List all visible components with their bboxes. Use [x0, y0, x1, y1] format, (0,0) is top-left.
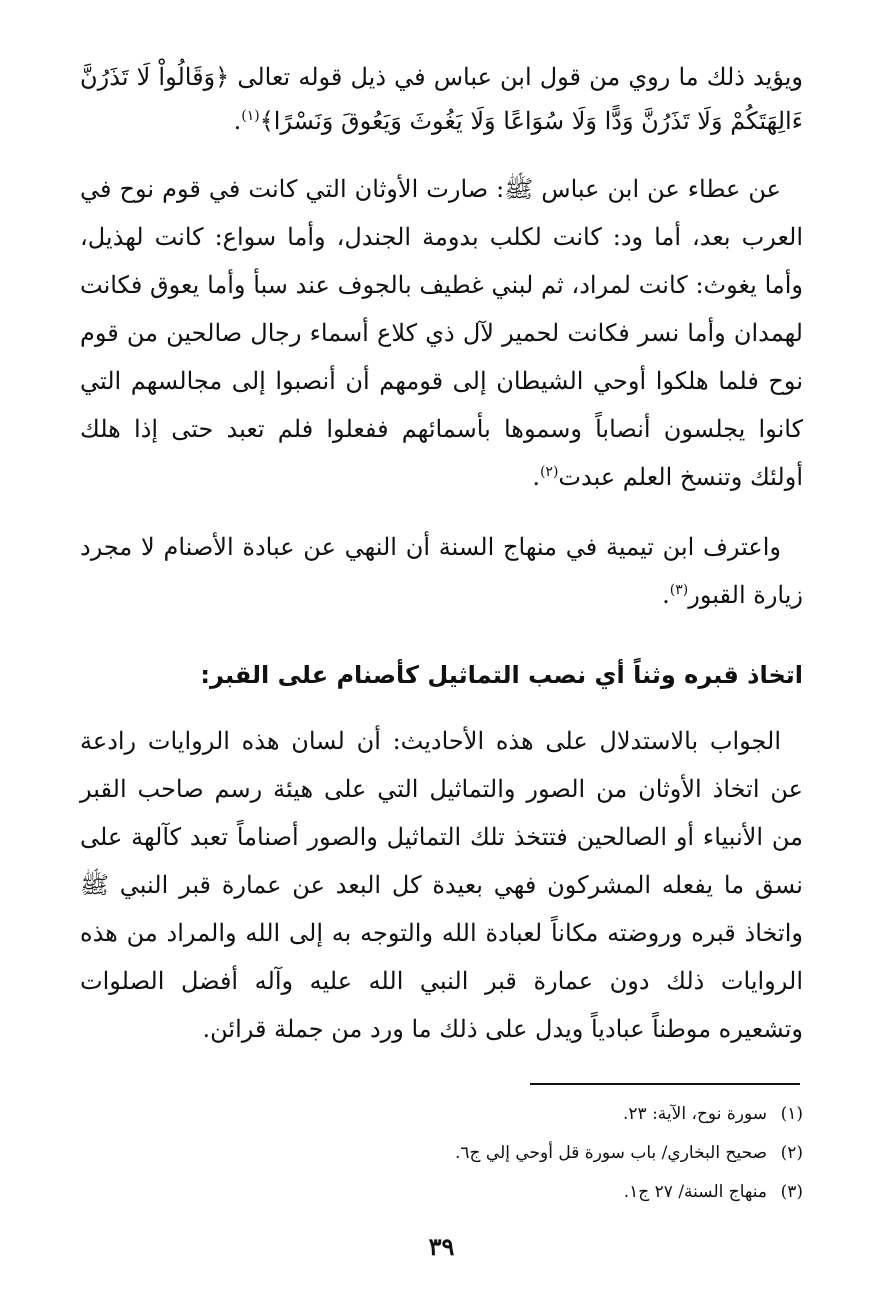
- paragraph-quran-quote: [80, 55, 803, 143]
- paragraph-text: ويؤيد ذلك ما روي من قول ابن عباس في ذيل قوله تعالى: [229, 63, 803, 91]
- footnote-item: [80, 1095, 803, 1134]
- paragraph-answer: [80, 717, 803, 1053]
- paragraph-text: واعترف ابن تيمية في منهاج السنة أن النهي عن عبادة الأصنام لا مجرد زيارة القبور: [80, 533, 803, 609]
- footnote-item: [80, 1173, 803, 1212]
- footnote-number: (٣): [780, 1182, 803, 1202]
- footnote-text: سورة نوح، الآية: ٢٣.: [623, 1104, 767, 1124]
- section-heading: اتخاذ قبره وثناً أي نصب التماثيل كأصنام على القبر:: [200, 661, 803, 689]
- footnote-number: (٢): [780, 1143, 803, 1163]
- paragraph-end: .: [662, 581, 670, 609]
- footnotes-list: [80, 1095, 803, 1212]
- page-number: ٣٩: [428, 1232, 455, 1261]
- footnote-ref-1: (١): [241, 108, 260, 124]
- footnote-number: (١): [780, 1104, 803, 1124]
- paragraph-end: .: [532, 463, 540, 491]
- footnote-text: صحيح البخاري/ باب سورة قل أوحي إلي ج٦.: [454, 1143, 767, 1163]
- page-body: [80, 55, 803, 1053]
- footnote-divider: [530, 1083, 800, 1085]
- footnote-item: [80, 1134, 803, 1173]
- paragraph-ibn-taymiyya: [80, 523, 803, 619]
- footnote-ref-2: (٢): [539, 464, 559, 480]
- quran-verse: ﴿وَقَالُواْ لَا تَذَرُنَّ ءَالِهَتَكُمْ وَلَا تَذَرُنَّ وَدًّا وَلَا سُوَاعًا وَلَا يَغُوثَ وَيَعُوقَ وَنَسْرًا﴾: [80, 63, 803, 135]
- paragraph-ata-narration: [80, 165, 803, 501]
- paragraph-text: عن عطاء عن ابن عباس ﷺ: صارت الأوثان التي كانت في قوم نوح في العرب بعد، أما ود: كانت لكلب بدومة الجندل، وأما سواع: كانت لهذيل، وأما يغوث: كانت لمراد، ثم لبني غطيف بالجوف عند سبأ وأما يعوق فكانت لهمدان وأما نسر فكانت لحمير لآل ذي كلاع أسماء رجال صالحين من قوم نوح فلما هلكوا أوحي الشيطان إلى قومهم أن أنصبوا إلى مجالسهم التي كانوا يجلسون أنصاباً وسموها بأسمائهم ففعلوا فلم تعبد حتى إذا هلك أولئك وتنسخ العلم عبدت: [80, 175, 804, 491]
- paragraph-text: الجواب بالاستدلال على هذه الأحاديث: أن لسان هذه الروايات رادعة عن اتخاذ الأوثان من الصور والتماثيل التي على هيئة رسم صاحب القبر من الأنبياء أو الصالحين فتتخذ تلك التماثيل والصور أصناماً تعبد كآلهة على نسق ما يفعله المشركون فهي بعيدة كل البعد عن عمارة قبر النبي ﷺ واتخاذ قبره وروضته مكاناً لعبادة الله والتوجه به إلى الله والمراد من هذه الروايات ذلك دون عمارة قبر النبي الله عليه وآله أفضل الصلوات وتشعيره موطناً عبادياً ويدل على ذلك ما ورد من جملة قرائن.: [80, 727, 803, 1043]
- footnote-ref-3: (٣): [669, 582, 689, 598]
- paragraph-end: .: [233, 107, 242, 135]
- footnote-text: منهاج السنة/ ٢٧ ج١.: [623, 1182, 767, 1202]
